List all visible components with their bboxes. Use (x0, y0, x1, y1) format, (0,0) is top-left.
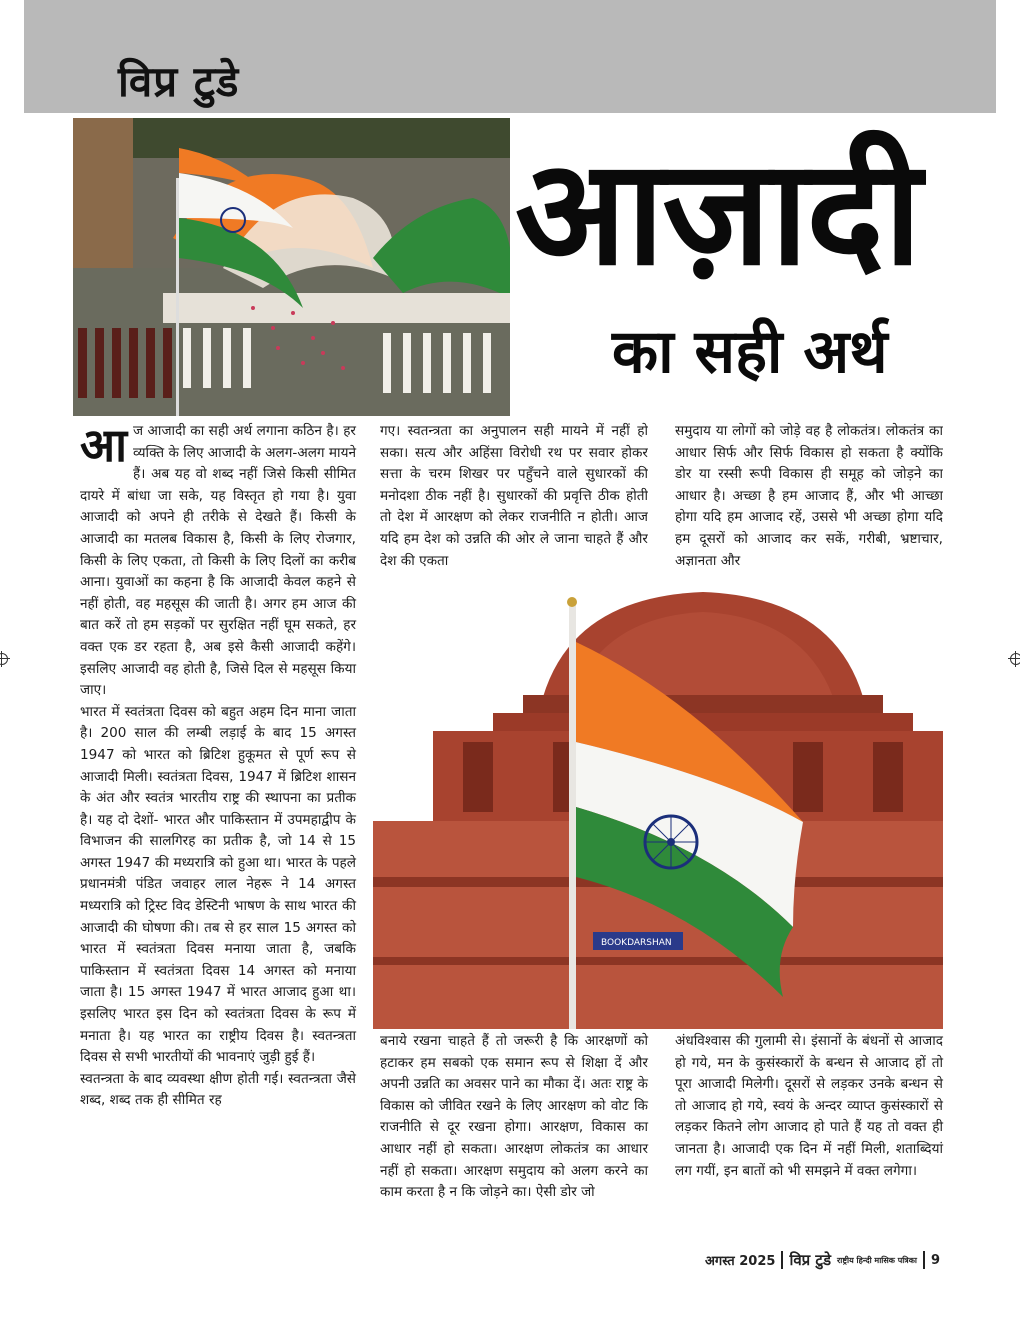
footer-divider (781, 1251, 783, 1269)
registration-mark-icon (0, 651, 10, 667)
paragraph-independence-day: भारत में स्वतंत्रता दिवस को बहुत अहम दिन माना जाता है। 200 साल की लम्बी लड़ाई के बाद 15 अगस्त 1947 को भारत को ब्रिटिश हुकूमत से पूर्ण रूप से आजादी मिली। स्वतंत्रता दिवस, 1947 में ब्रिटिश शासन के अंत और स्वतंत्र भारतीय राष्ट्र की स्थापना का प्रतीक है। यह दो देशों- भारत और पाकिस्तान में उपमहाद्वीप के विभाजन की सालगिरह का प्रतीक है, जो 14 से 15 अगस्त 1947 की मध्यरात्रि को हुआ था। भारत के पहले प्रधानमंत्री पंडित जवाहर लाल नेहरू ने 14 अगस्त मध्यरात्रि को ट्रिस्ट विद डेस्टिनी भाषण के साथ भारत की आजादी की घोषणा की। तब से हर साल 15 अगस्त को भारत में स्वतंत्रता दिवस मनाया जाता है, जबकि पाकिस्तान में स्वतंत्रता दिवस 14 अगस्त को मनाया जाता है। 15 अगस्त 1947 में भारत आजाद हुआ था। इसलिए भारत इस दिन को स्वतंत्रता दिवस के रूप में मनाता है। यह भारत का राष्ट्रीय दिवस है। स्वतन्त्रता दिवस से सभी भारतीयों की भावनाएं जुड़ी हुई हैं। (80, 703, 356, 1066)
dropcap: आ (80, 418, 128, 472)
column-3-top-text: समुदाय या लोगों को जोड़े वह है लोकतंत्र। लोकतंत्र का आधार सिर्फ और सिर्फ विकास हो सकता है क्योंकि डोर या रस्सी रूपी विकास ही समूह को जोड़ने का आधार है। अच्छा है हम आजाद हैं, और भी आच्छा होगा यदि हम आजाद रहें, उससे भी अच्छा होगा यदि हम दूसरों को आजाद कर सकें, गरीबी, भ्रष्टाचार, अज्ञानता और (675, 423, 943, 569)
column-3-bottom-text: अंधविश्वास की गुलामी से। इंसानों के बंधनों से आजाद हो गये, मन के कुसंस्कारों के बन्धन से आजाद हों तो पूरा आजादी मिलेगी। दूसरों से लड़कर उनके बन्धन से तो आजाद हो गये, स्वयं के अन्दर व्याप्त कुसंस्कारों से लड़कर कितने लोग आजाद हो पाते हैं यह तो वक्त ही जानता है। आजादी एक दिन में नहीं मिली, शताब्दियां लग गयीं, इन बातों को भी समझने में वक्त लगेगा। (675, 1033, 943, 1179)
footer-brand: विप्र टुडे (789, 1251, 832, 1269)
page-number: 9 (930, 1252, 940, 1268)
paragraph-after-independence: स्वतन्त्रता के बाद व्यवस्था क्षीण होती गई। स्वतन्त्रता जैसे शब्द, शब्द तक ही सीमित रह (80, 1070, 356, 1109)
magazine-title: विप्र टुडे (118, 57, 240, 106)
subheadline: का सही अर्थ (612, 317, 888, 387)
parade-photo (73, 118, 510, 416)
registration-mark-icon (1008, 651, 1020, 667)
column-3-top (675, 421, 943, 577)
footer-tagline: राष्ट्रीय हिन्दी मासिक पत्रिका (837, 1255, 917, 1265)
fort-banner-text: BOOKDARSHAN (601, 938, 672, 948)
headline: आज़ादी (515, 128, 920, 298)
column-3-bottom (675, 1031, 943, 1241)
red-fort-photo (373, 577, 943, 1029)
intro-text: ज आजादी का सही अर्थ लगाना कठिन है। हर व्यक्ति के लिए आजादी के अलग-अलग मायने हैं। अब यह वो शब्द नहीं जिसे किसी सीमित दायरे में बांधा जा सके, यह विस्तृत हो गया है। युवा आजादी को अपने ही तरीके से देखते हैं। किसी के आजादी का मतलब विकास है, किसी के लिए रोजगार, किसी के लिए एकता, तो किसी के लिए दिलों का करीब आना। युवाओं का कहना है कि आजादी केवल कहने से नहीं होती, वह महसूस की जाती है। अगर हम आज की बात करें तो हम सड़कों पर सुरक्षित नहीं घूम सकते, हर वक्त एक डर रहता है, अब इसे कैसी आजादी कहेंगे। इसलिए आजादी वह होती है, जिसे दिल से महसूस किया जाए। (80, 423, 356, 699)
column-2-top-text: गए। स्वतन्त्रता का अनुपालन सही मायने में नहीं हो सका। सत्य और अहिंसा विरोधी रथ पर सवार होकर सत्ता के चरम शिखर पर पहुँचने वाले सुधारकों की मनोदशा ठीक नहीं है। सुधारकों की प्रवृत्ति ठीक होती तो देश में आरक्षण को लेकर राजनीति न होती। आज यदि हम देश को उन्नति की ओर ले जाना चाहते हैं और देश की एकता (380, 423, 648, 569)
intro-paragraph (80, 418, 356, 702)
issue-date: अगस्त 2025 (705, 1254, 776, 1269)
footer-divider-2 (923, 1251, 925, 1269)
column-2-bottom (380, 1031, 648, 1241)
page-footer (705, 1250, 940, 1270)
column-2-top (380, 421, 648, 577)
column-1 (80, 418, 356, 1239)
column-2-bottom-text: बनाये रखना चाहते हैं तो जरूरी है कि आरक्षणों को हटाकर हम सबको एक समान रूप से शिक्षा दें और अपनी उन्नति का अवसर पाने का मौका दें। अतः राष्ट्र के विकास को जीवित रखने के लिए आरक्षण को वोट कि राजनीति से दूर रखना होगा। आरक्षण, विकास का आधार नहीं हो सकता। आरक्षण लोकतंत्र का आधार नहीं हो सकता। आरक्षण समुदाय को अलग करने का काम करता है न कि जोड़ने का। ऐसी डोर जो (380, 1033, 648, 1201)
